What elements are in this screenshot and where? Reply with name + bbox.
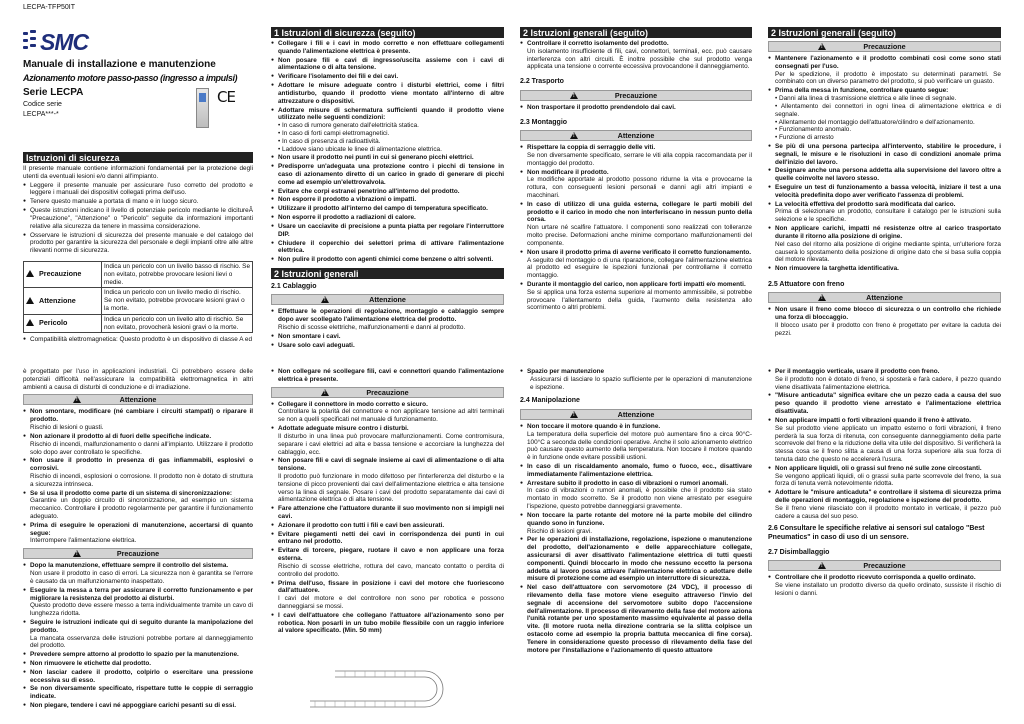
item-title: Usare un cacciavite di precisione a punta piatta per regolare l'interruttore DIP.	[278, 222, 504, 238]
list-item	[768, 417, 1001, 464]
item-title: Non rimuovere la targhetta identificativa.	[775, 265, 899, 273]
item-title: I cavi dell'attuatore che collegano l'attuatore all'azionamento sono per robotica. Non posarli in un tubo mobile flessibile con un raggio inferiore al valore specificato. (Min. 50 mm)	[278, 611, 504, 635]
subsection-title: 2.7 Disimballaggio	[768, 548, 830, 556]
warning-box: ! Attenzione	[271, 294, 504, 305]
warning-box: ! Attenzione	[768, 292, 1001, 303]
list-item	[768, 201, 1001, 224]
warning-triangle-icon	[818, 294, 826, 301]
item-title: Prima della messa in funzione, controllare quanto segue:	[775, 87, 949, 95]
item-title: Durante il montaggio del carico, non applicare forti impatti e/o momenti.	[527, 280, 746, 288]
column-3-top	[520, 27, 752, 355]
item-detail: In caso di vibrazioni o rumori anomali, è possibile che il prodotto sia stato montato in modo scorretto. Se il prodotto non viene arrestato per eseguire l'ispezione, questo potrebbe danneggiarsi gravemente.	[527, 487, 752, 511]
item-title: Non toccare il motore quando è in funzione.	[527, 422, 661, 430]
list-item	[768, 167, 1001, 183]
list-item	[271, 40, 504, 56]
handling-list	[520, 423, 752, 655]
item-title: Non rimuovere le etichette dal prodotto.	[30, 660, 152, 667]
item-detail: Rischio di lesioni o guasti.	[30, 424, 104, 432]
item-title: Non esporre il prodotto a vibrazioni o impatti.	[278, 196, 417, 204]
warning-box: ! Attenzione	[23, 394, 253, 405]
item-detail: Non usare il prodotto in caso di errori. La sicurezza non è garantita se l'errore è causato da un malfunzionamento inaspettato.	[30, 570, 253, 585]
item-title: Prima dell'uso, fissare in posizione i cavi del motore che fuoriescono dall'attuatore.	[278, 579, 504, 595]
item-title: Utilizzare il prodotto all'interno del campo di temperatura specificato.	[278, 205, 488, 213]
list-item: ● Tenere questo manuale a portata di mano e in luogo sicuro.	[23, 198, 253, 206]
list-item: ● Queste istruzioni indicano il livello di potenziale pericolo mediante le dicitureÂ "Precauzione", "Attenzione" o "Pericolo" seguite da informazioni importanti relative alla sicurezza da tenere in massima considerazione.	[23, 207, 253, 230]
item-detail: Se il freno viene rilasciato con il prodotto montato in verticale, il pezzo può cadere a causa del suo peso.	[775, 504, 1001, 520]
list-item	[768, 184, 1001, 200]
item-detail: Interrompere l'alimentazione elettrica.	[30, 537, 137, 545]
list-item	[23, 685, 253, 701]
list-item	[271, 531, 504, 547]
subsection-title: 2.6 Consultare le specifiche relative ai sensori sul catalogo "Best Pneumatics" in caso di uso di un sensore.	[768, 525, 985, 541]
list-item	[271, 154, 504, 162]
list-item	[271, 82, 504, 105]
item-title: Se si usa il prodotto come parte di un sistema di sincronizzazione:	[30, 489, 233, 497]
item-title: Fare attenzione che l'attuatore durante il suo movimento non si impigli nei cavi.	[278, 505, 504, 520]
item-title: Prima di eseguire le operazioni di manutenzione, accertarsi di quanto segue:	[30, 521, 253, 537]
item-detail: Rischio di lesioni gravi.	[527, 527, 592, 535]
section-header: 2 Istruzioni generali (seguito)	[520, 27, 752, 38]
item-detail: Rischio di incendi, malfunzionamento o danni all'impianto. Utilizzare il prodotto solo dopo aver controllato le specifiche.	[30, 440, 253, 456]
column-3-bottom	[520, 368, 752, 720]
list-item	[520, 463, 752, 479]
item-title: Predisporre un'adeguata una protezione contro i picchi di tensione in caso di azionamento diretto di un carico in grado di generare di picchi come ad esempio un'elettrovalvola.	[278, 163, 504, 186]
item-title: Evitare piegamenti netti dei cavi in corrispondenza dei punti in cui entrano nel prodotto.	[278, 530, 504, 546]
item-title: Prevedere sempre attorno al prodotto lo spazio per la manutenzione.	[30, 651, 239, 659]
item-title: Non posare fili e cavi di ingresso/uscita assieme con i cavi di alimentazione o di alta tensione.	[278, 56, 504, 72]
list-item	[23, 587, 253, 618]
item-title: Seguire le istruzioni indicate qui di seguito durante la manipolazione del prodotto.	[30, 618, 253, 634]
item-title: Non smontare i cavi.	[278, 332, 341, 340]
table-row	[24, 261, 253, 287]
item-detail: Prima di selezionare un prodotto, consultare il catalogo per le istruzioni sulla selezione e le specifiche.	[775, 208, 1001, 224]
list-item: ● Non trasportare il prodotto prendendolo dai cavi.	[520, 104, 752, 112]
list-item	[23, 433, 253, 456]
item-title: Non usare il prodotto nei punti in cui si generano picchi elettrici.	[278, 154, 474, 162]
list-item	[23, 490, 253, 521]
list-item: ● Osservare le istruzioni di sicurezza del presente manuale e del catalogo del prodotto per garantire la sicurezza del personale e degli impianti oltre alle altre rilevanti norme di sicurezza.	[23, 232, 253, 255]
list-item: ● Controllare il corretto isolamento del prodotto. Un isolamento insufficiente di fili, cavi, connettori, terminali, ecc. può causare interferenza con altri circuiti. È inoltre possibile che sul prodotto venga applicata una tensione o corrente eccessiva provocandone il danneggiamento.	[520, 40, 752, 71]
list-item	[23, 522, 253, 545]
item-detail: Il prodotto può funzionare in modo difettoso per l'interferenza del disturbo e la tensione di picco provenienti dai cavi dell'alimentazione elettrica e alta tensione verso la linea di segnale. Posare i cavi del prodotto separatamente dai cavi di alimentazione elettrica o di alta tensione.	[278, 472, 504, 504]
list-item	[520, 201, 752, 248]
item-detail: Se non diversamente specificato, serrare le viti alla coppia raccomandata per il montaggio del prodotto.	[527, 151, 752, 167]
list-item	[768, 55, 1001, 86]
warning-triangle-icon	[26, 270, 34, 277]
list-item: ● Non usare il freno come blocco di sicurezza o un controllo che richiede una forza di bloccaggio. Il blocco usato per il prodotto con freno è progettato per evitare la caduta dei pezzi.	[768, 306, 1001, 337]
svg-text:SMC: SMC	[40, 29, 89, 53]
item-detail: Nel caso del ritorno alla posizione di origine mediante spinta, un'ulteriore forza causerà lo spostamento della posizione di origine dato che si basa sulla coppia del motore rilevata.	[775, 240, 1001, 264]
list-item	[271, 214, 504, 222]
list-item	[23, 651, 253, 659]
wiring-caution-list	[271, 401, 504, 636]
list-item	[271, 457, 504, 504]
list-item	[768, 392, 1001, 415]
item-detail: • In caso di rumore generato dall'elettricità statica. • In caso di forti campi elettromagnetici. • In caso di presenza di radioattività. • Laddove siano ubicate le linee di alimentazione elettrica.	[278, 122, 442, 153]
column-2-top	[271, 27, 504, 355]
list-item	[768, 465, 1001, 488]
document-id: LECPA-TFP50IT	[23, 4, 75, 11]
list-item	[271, 342, 504, 350]
manual-title: Manuale di installazione e manutenzione	[23, 59, 216, 70]
code-value: LECPA***-*	[23, 111, 59, 118]
warning-triangle-icon	[818, 43, 826, 50]
list-item	[520, 512, 752, 535]
item-title: Eseguire la messa a terra per assicurare il corretto funzionamento e per migliorare la resistenza del prodotto ai disturbi.	[30, 586, 253, 602]
item-title: Arrestare subito il prodotto in caso di vibrazioni o rumori anomali.	[527, 479, 728, 487]
list-item	[23, 702, 253, 710]
item-title: Non usare il prodotto prima di averne verificato il corretto funzionamento.	[527, 248, 752, 256]
warning-triangle-icon	[321, 389, 329, 396]
item-title: Mantenere l'azionamento e il prodotto combinati così come sono stati consegnati per l'uso.	[775, 55, 1001, 70]
column-1-bottom	[23, 368, 253, 720]
item-detail: • Danni alla linea di trasmissione elettrica e alle linee di segnale. • Allentamento dei connettori in ogni linea di alimentazione elettrica e di segnale. • Allentamento del montaggio dell'attuatore/cilindro e dell'azionamento. • Funzionamento anomalo. • Funzione di arresto	[775, 95, 1001, 142]
item-title: La velocità effettiva del prodotto sarà modificata dal carico.	[775, 200, 956, 208]
caution-level-label: Precauzione	[24, 261, 102, 287]
item-detail: Il disturbo in una linea può provocare malfunzionamenti. Come contromisura, separare i cavi elettrici ad alta e bassa tensione e accorciare la lunghezza del cablaggio, ecc.	[278, 432, 504, 456]
caution-box: ! Precauzione	[768, 41, 1001, 52]
item-title: In caso di un riscaldamento anomalo, fumo o fuoco, ecc., disattivare immediatamente l'alimentazione elettrica.	[527, 463, 752, 478]
item-detail: A seguito del montaggio o di una riparazione, collegare l'alimentazione elettrica al prodotto ed eseguire le ispezioni funzionali per controllarne il corretto montaggio.	[527, 256, 752, 280]
item-title: Se non diversamente specificato, rispettare tutte le coppie di serraggio indicate.	[30, 685, 253, 701]
list-item	[520, 423, 752, 462]
item-title: Dopo la manutenzione, effettuare sempre il controllo del sistema.	[30, 562, 229, 570]
insulation-list	[520, 40, 752, 71]
item-detail: Le modifiche apportate al prodotto possono ridurne la vita e provocarne la rottura, con conseguenti lesioni personali e danni agli altri impianti e macchinari.	[527, 176, 752, 199]
list-item	[271, 107, 504, 154]
product-image	[196, 88, 209, 128]
item-title: Adottare misure di schermatura sufficienti quando il prodotto viene utilizzato nelle seguenti condizioni:	[278, 106, 504, 122]
list-item	[271, 256, 504, 264]
item-title: Rispettare la coppia di serraggio delle viti.	[527, 144, 656, 152]
intro-text: Il presente manuale contiene informazioni fondamentali per la protezione degli utenti da eventuali lesioni e/o danni all'impianto.	[23, 165, 253, 180]
list-item	[23, 408, 253, 431]
item-title: Non applicare carichi, impatti né resistenze oltre al carico trasportato durante il ritorno alla posizione di origine.	[775, 225, 1001, 240]
item-title: Adottare le "misure anticaduta" e controllare il sistema di sicurezza prima delle operazioni di montaggio, regolazione e ispezione del prodotto.	[775, 489, 1001, 504]
list-item	[520, 144, 752, 167]
list-item: ● Leggere il presente manuale per assicurare l'uso corretto del prodotto e leggere i manuali dei dispositivi collegati prima dell'uso.	[23, 182, 253, 198]
item-detail: Questo prodotto deve essere messo a terra individualmente tramite un cavo di lunghezza ridotta.	[30, 602, 253, 618]
manual-subtitle: Azionamento motore passo-passo (ingresso a impulsi)	[23, 73, 238, 83]
warning-triangle-icon	[73, 550, 81, 557]
list-item	[768, 225, 1001, 264]
brake-items-list	[768, 368, 1001, 520]
list-item	[271, 188, 504, 196]
item-detail: Se si applica una forza esterna superiore al momento ammissibile, si potrebbe provocare l'allentamento della guida, l'aumento della resistenza allo scorrimento o altri problemi.	[527, 288, 752, 312]
item-detail: Rischio di scosse elettriche, malfunzionamenti e danni al prodotto.	[278, 324, 466, 332]
transport-list	[520, 104, 752, 112]
intro-list	[23, 182, 253, 255]
caution-box: ! Precauzione	[271, 387, 504, 398]
emc-continuation: è progettato per l'uso in applicazioni industriali. Ci potrebbero essere delle potenziali difficoltà nell'assicurare la compatibilità elettromagnetica in altri ambienti a causa di disturbi di conduzione e di irradiazione.	[23, 368, 253, 391]
danger-level-label: Pericolo	[24, 314, 102, 333]
table-row	[24, 288, 253, 314]
list-item	[23, 457, 253, 488]
item-title: Collegare i fili e i cavi in modo corretto e non effettuare collegamenti quando l'alimentazione elettrica è presente.	[278, 40, 504, 55]
warning-triangle-icon	[570, 92, 578, 99]
list-item	[271, 401, 504, 424]
list-item	[271, 612, 504, 635]
item-title: Effettuare le operazioni di regolazione, montaggio e cablaggio sempre dopo aver scollegato l'alimentazione elettrica del prodotto.	[278, 308, 504, 324]
item-title: Non azionare il prodotto al di fuori delle specifiche indicate.	[30, 432, 212, 440]
warning-list	[23, 408, 253, 545]
list-item: ● Non collegare né scollegare fili, cavi e connettori quando l'alimentazione elettrica è presente.	[271, 368, 504, 384]
safety-levels-table	[23, 261, 253, 334]
item-title: Non posare fili e cavi di segnale insieme ai cavi di alimentazione o di alta tensione.	[278, 457, 504, 473]
item-title: Per le operazioni di installazione, regolazione, ispezione o manutenzione del prodotto, dell'azionamento e delle apparecchiature collegate, assicurarsi di aver disattivato l'alimentazione elettrica di tutti questi componenti. Quindi bloccarlo in modo che nessuno eccetto la persona addetta al lavoro possa attivare l'alimentazione elettrica o adottare delle misure di protezione come ad esempio un interruttore di sicurezza.	[527, 536, 752, 583]
item-title: In caso di utilizzo di una guida esterna, collegare le parti mobili del prodotto e il carico in modo che non interferiscano in nessun punto della corsa.	[527, 200, 752, 224]
list-item	[520, 480, 752, 511]
list-item	[271, 333, 504, 341]
warning-triangle-icon	[321, 296, 329, 303]
item-detail: Se sul prodotto viene applicato un impatto esterno o forti vibrazioni, il freno perderà la sua forza di ritenuta, con conseguente danneggiamento della parte scorrevole del freno e la riduzione della vita utile del dispositivo. Si verificherà la stessa cosa se il freno slitta a causa di una forza superiore alla sua forza di tenuta dato che questo ne accelererà l'usura.	[775, 424, 1001, 463]
item-title: Azionare il prodotto con tutti i fili e cavi ben assicurati.	[278, 521, 445, 529]
wiring-warning-list	[271, 308, 504, 349]
list-item	[271, 425, 504, 456]
cable-carrier-illustration	[305, 667, 470, 712]
column-2-bottom	[271, 368, 504, 668]
item-title: Adottate adeguate misure contro i disturbi.	[278, 425, 409, 433]
caution-box: ! Precauzione	[520, 90, 752, 101]
list-item	[271, 73, 504, 81]
series-name: Serie LECPA	[23, 87, 84, 98]
warning-level-desc: Indica un pericolo con un livello medio di rischio. Se non evitato, potrebbe provocare lesioni gravi o la morte.	[102, 288, 253, 314]
subsection-title: 2.3 Montaggio	[520, 118, 568, 126]
smc-logo	[23, 29, 107, 53]
list-item	[271, 240, 504, 256]
list-item	[271, 163, 504, 186]
list-item	[23, 660, 253, 668]
column-4-bottom	[768, 368, 1001, 668]
item-title: Non piegare, tendere i cavi né appoggiare carichi pesanti su di essi.	[30, 702, 236, 710]
subsection-title: 2.4 Manipolazione	[520, 397, 580, 405]
list-item	[768, 489, 1001, 520]
ce-mark: CE	[217, 88, 235, 106]
list-item	[23, 669, 253, 685]
list-item	[520, 281, 752, 312]
item-title: Chiudere il coperchio dei selettori prima di attivare l'alimentazione elettrica.	[278, 239, 504, 255]
list-item	[271, 505, 504, 521]
item-title: Evitare che corpi estranei penetrino all'interno del prodotto.	[278, 187, 460, 195]
warning-box: ! Attenzione	[520, 130, 752, 141]
list-item	[768, 265, 1001, 273]
list-item	[271, 580, 504, 611]
subsection-title: 2.2 Trasporto	[520, 78, 564, 86]
item-title: Per il montaggio verticale, usare il prodotto con freno.	[775, 368, 940, 375]
item-detail: Rischio di incendi, esplosioni o corrosione. Il prodotto non è dotato di struttura a sicurezza intrinseca.	[30, 472, 253, 488]
caution-list	[23, 562, 253, 710]
warning-triangle-icon	[570, 132, 578, 139]
warning-level-label: Attenzione	[24, 288, 102, 314]
item-detail: Se vengono applicati liquidi, oli o grassi sulla parte scorrevole del freno, la sua forza di tenuta verrà notevolmente ridotta.	[775, 472, 1001, 488]
item-title: Non applicare impatti o forti vibrazioni quando il freno è attivato.	[775, 416, 971, 424]
item-title: Verificare l'isolamento dei fili e dei cavi.	[278, 73, 399, 81]
item-detail: Se il prodotto non è dotato di freno, si sposterà e farà cadere, il pezzo quando viene disattivata l'alimentazione elettrica.	[775, 375, 1001, 391]
brake-list	[768, 306, 1001, 337]
section-header: 2 Istruzioni generali	[271, 268, 504, 279]
subsection-title: 2.1 Cablaggio	[271, 282, 317, 290]
item-title: Nel caso dell'attuatore con servomotore (24 VDC), il processo di rilevamento della fase motore viene eseguito attraverso l'invio del segnale di accensione del servomotore subito dopo l'accensione dell'alimentazione. Il processo di rilevamento della fase del motore aziona l'unità rotante per uno spostamento massimo equivalente al passo della vite. (Il motore ruota nella direzione contraria se la slitta colpisce un ostacolo come ad esempio la propria battuta meccanica di fine corsa). Tenere in considerazione questo processo di rilevamento della fase del motore per l'installazione e l'azionamento di questo attuatore	[527, 584, 752, 654]
list-item	[271, 547, 504, 578]
list-item	[768, 368, 1001, 391]
item-detail: Controllare la polarità del connettore e non applicare tensione ad altri terminali se non a quelli specificati nel manuale di funzionamento.	[278, 408, 504, 424]
column-1-top	[23, 152, 253, 358]
item-title: Non applicare liquidi, oli o grassi sul freno né sulle zone circostanti.	[775, 464, 982, 472]
item-detail: Non urtare né scalfire l'attuatore. I componenti sono realizzati con tolleranze molto precise. Deformazioni anche minime comportano malfunzionamenti del componente.	[527, 224, 752, 247]
caution-box: ! Precauzione	[768, 560, 1001, 571]
list-item	[520, 536, 752, 583]
item-title: Adottare le misure adeguate contro i disturbi elettrici, come i filtri antidisturbo, quando il prodotto viene montato all'interno di altre attrezzature o dispositivi.	[278, 82, 504, 105]
warning-triangle-icon	[73, 396, 81, 403]
list-item	[520, 584, 752, 654]
section-header: 1 Istruzioni di sicurezza (seguito)	[271, 27, 504, 38]
item-detail: I cavi del motore e del controllore non sono per robotica e possono danneggiarsi se mossi.	[278, 595, 504, 610]
list-item	[271, 205, 504, 213]
list-item	[768, 87, 1001, 142]
column-4-top	[768, 27, 1001, 355]
item-title: "Misure anticaduta" significa evitare che un pezzo cada a causa del suo peso quando il prodotto viene arrestato e l'alimentazione elettrica disattivata.	[775, 392, 1001, 416]
item-title: Non smontare, modificare (né cambiare i circuiti stampati) o riparare il prodotto.	[30, 408, 253, 424]
list-item	[271, 522, 504, 530]
item-detail: Per le spedizione, il prodotto è impostato su determinati parametri. Se combinato con un diverso parametro del prodotto, si può verificare un guasto.	[775, 70, 1001, 86]
mounting-list	[520, 144, 752, 312]
section-header: 2 Istruzioni generali (seguito)	[768, 27, 1001, 38]
danger-level-desc: Indica un pericolo con un livello alto di rischio. Se non evitato, provocherà lesioni gravi o la morte.	[102, 314, 253, 333]
code-label: Codice serie	[23, 101, 62, 108]
list-item	[271, 196, 504, 204]
list-item	[271, 308, 504, 331]
list-item	[271, 57, 504, 73]
list-item	[23, 562, 253, 585]
item-title: Collegare il connettore in modo corretto e sicuro.	[278, 400, 428, 408]
warning-triangle-icon	[570, 411, 578, 418]
maintenance-space-list	[520, 368, 752, 391]
item-title: Non esporre il prodotto a radiazioni di calore.	[278, 214, 416, 222]
list-item	[768, 143, 1001, 166]
caution-box: ! Precauzione	[23, 548, 253, 559]
list-item: ● Controllare che il prodotto ricevuto corrisponda a quello ordinato. Se viene installato un prodotto diverso da quello ordinato, sussiste il rischio di lesioni o danni.	[768, 574, 1001, 597]
general-caution-list	[768, 55, 1001, 273]
item-title: Non pulire il prodotto con agenti chimici come benzene o altri solventi.	[278, 256, 494, 264]
item-detail: Rischio di scosse elettriche, rottura del cavo, mancato contatto o perdita di controllo del prodotto.	[278, 562, 504, 578]
emc-note: ● Compatibilità elettromagnetica: Questo prodotto è un dispositivo di classe A ed	[23, 336, 253, 344]
item-title: Non modificare il prodotto.	[527, 168, 609, 176]
item-title: Non lasciar cadere il prodotto, colpirlo o esercitare una pressione eccessiva su di esso.	[30, 668, 253, 684]
warning-triangle-icon	[26, 319, 34, 326]
warning-triangle-icon	[26, 297, 34, 304]
item-title: Usare solo cavi adeguati.	[278, 341, 355, 349]
item-title: Eseguire un test di funzionamento a bassa velocità, iniziare il test a una velocità predefinita dopo aver verificato l'assenza di problemi.	[775, 184, 1001, 199]
warning-box: ! Attenzione	[520, 409, 752, 420]
item-title: Non usare il prodotto in presenza di gas infiammabili, esplosivi o corrosivi.	[30, 457, 253, 473]
section-header: Istruzioni di sicurezza	[23, 152, 253, 163]
item-title: Designare anche una persona addetta alla supervisione del lavoro oltre a quelle coinvolte nel lavoro stesso.	[775, 167, 1001, 183]
caution-level-desc: Indica un pericolo con un livello basso di rischio. Se non evitato, potrebbe provocare lesioni lievi o medie.	[102, 261, 253, 287]
item-detail: La temperatura della superficie del motore può aumentare fino a circa 90°C-100°C a seconda delle condizioni operative. Anche il solo azionamento elettrico può causare questo aumento della temperatura. Non toccare il motore quando è in funzione onde evitare possibili ustioni.	[527, 430, 752, 462]
subsection-title: 2.5 Attuatore con freno	[768, 280, 845, 288]
list-item	[271, 223, 504, 239]
item-title: Se più di una persona partecipa all'intervento, stabilire le procedure, i segnali, le misure e le risoluzioni in caso di condizioni anomale prima dell'inizio del lavoro.	[775, 142, 1001, 166]
warning-triangle-icon	[818, 562, 826, 569]
list-item: ● Spazio per manutenzione Assicurarsi di lasciare lo spazio sufficiente per le operazioni di manutenzione e ispezione.	[520, 368, 752, 391]
first-item-list	[271, 368, 504, 384]
unpacking-list	[768, 574, 1001, 597]
list-item	[520, 169, 752, 200]
safety-continued-list	[271, 40, 504, 264]
list-item	[23, 619, 253, 650]
item-detail: Garantire un doppio circuito di sincronizzazione, ad esempio un sistema meccanico. Controllare il prodotto regolarmente per garantire il funzionamento adeguato.	[30, 497, 253, 520]
list-item	[520, 249, 752, 280]
item-title: Non toccare la parte rotante del motore né la parte mobile del cilindro quando sono in funzione.	[527, 511, 752, 527]
table-row	[24, 314, 253, 333]
item-title: Evitare di torcere, piegare, ruotare il cavo e non applicare una forza esterna.	[278, 547, 504, 563]
item-detail: La mancata osservanza delle istruzioni potrebbe portare al danneggiamento del prodotto.	[30, 634, 253, 650]
